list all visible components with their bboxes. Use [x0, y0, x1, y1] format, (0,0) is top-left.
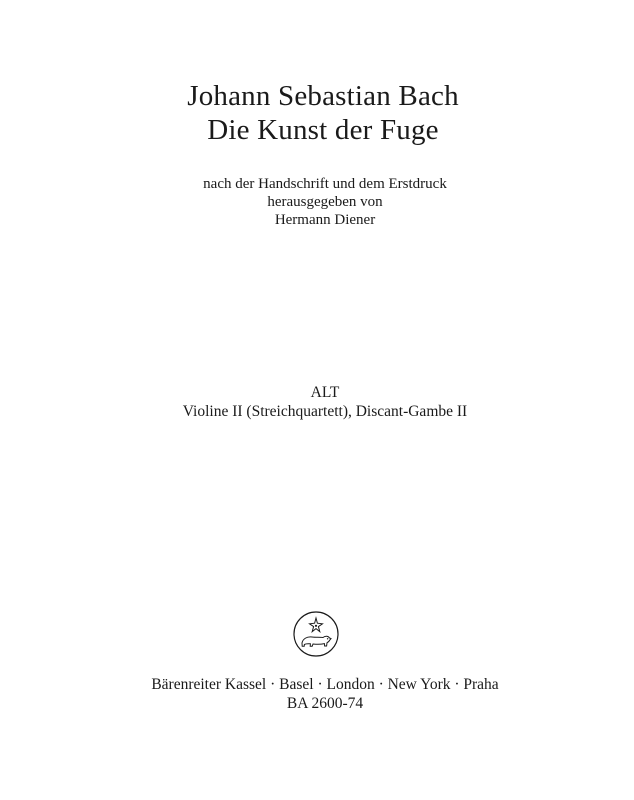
instrument-list: Violine II (Streichquartett), Discant-Gambe II: [182, 403, 468, 420]
voice-part: ALT: [310, 384, 340, 401]
edited-by-label: herausgegeben von: [267, 194, 383, 210]
source-note: nach der Handschrift und dem Erstdruck: [203, 176, 447, 192]
baerenreiter-bear-star-logo-icon: [291, 609, 341, 659]
composer-name: Johann Sebastian Bach: [187, 80, 459, 112]
work-title: Die Kunst der Fuge: [207, 114, 439, 146]
editor-name: Hermann Diener: [274, 212, 376, 228]
publisher-imprint: Bärenreiter Kassel · Basel · London · New York · Praha: [151, 676, 499, 693]
catalog-number: BA 2600-74: [286, 695, 364, 712]
